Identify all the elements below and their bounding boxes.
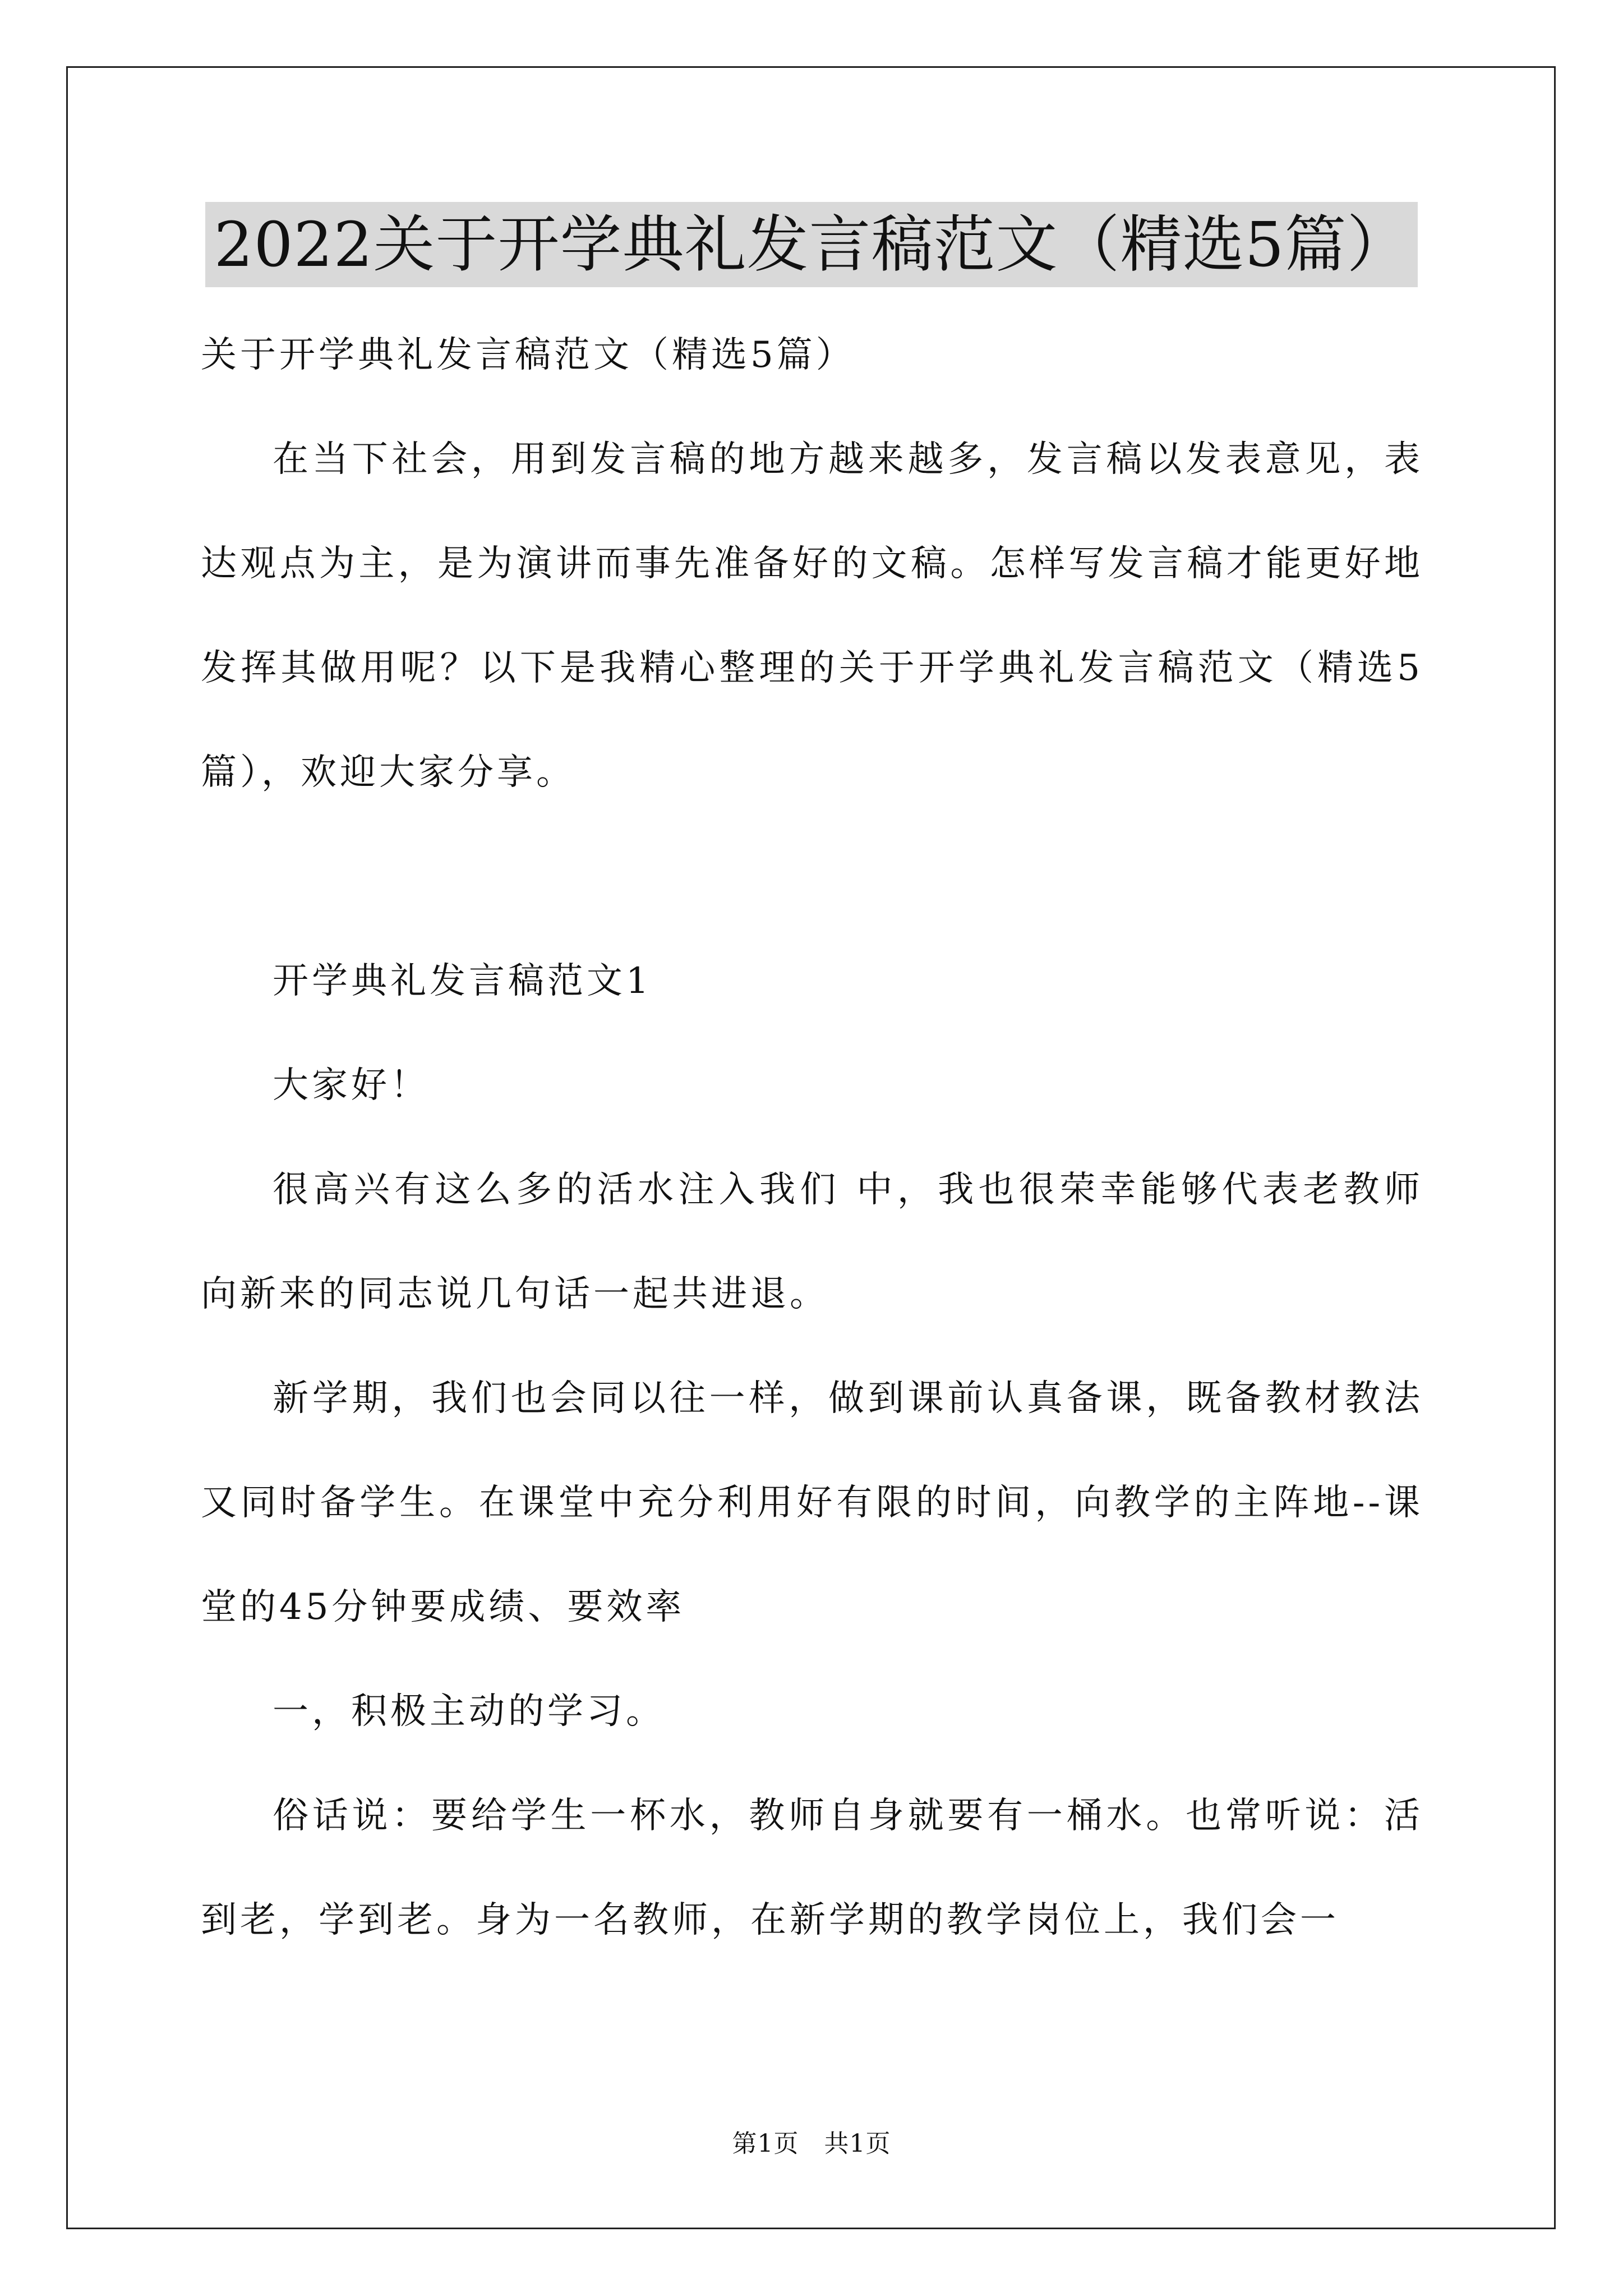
page-footer: 第1页 共1页 xyxy=(732,2129,891,2158)
point-1: 一，积极主动的学习。 xyxy=(273,1691,665,1732)
paragraph-3: 俗话说：要给学生一杯水，教师自身就要有一桶水。也常听说：活到老，学到老。身为一名教师，在新学期的教学岗位上，我们会一 xyxy=(201,1795,1423,1941)
document-body xyxy=(201,303,1423,1972)
spacer xyxy=(201,825,1423,929)
document-title: 2022关于开学典礼发言稿范文（精选5篇） xyxy=(205,202,1418,287)
greeting: 大家好！ xyxy=(273,1065,430,1106)
section-heading: 开学典礼发言稿范文1 xyxy=(273,960,652,1002)
paragraph-2: 新学期，我们也会同以往一样，做到课前认真备课，既备教材教法又同时备学生。在课堂中充分利用好有限的时间，向教学的主阵地--课堂的45分钟要成绩、要效率 xyxy=(201,1378,1423,1628)
subtitle: 关于开学典礼发言稿范文（精选5篇） xyxy=(201,334,855,376)
title-container xyxy=(0,202,1623,287)
paragraph-1: 很高兴有这么多的活水注入我们 中，我也很荣幸能够代表老教师向新来的同志说几句话一起共进退。 xyxy=(201,1169,1423,1315)
intro-paragraph: 在当下社会，用到发言稿的地方越来越多，发言稿以发表意见，表达观点为主，是为演讲而事先准备好的文稿。怎样写发言稿才能更好地发挥其做用呢？以下是我精心整理的关于开学典礼发言稿范文（精选5篇），欢迎大家分享。 xyxy=(201,439,1423,793)
